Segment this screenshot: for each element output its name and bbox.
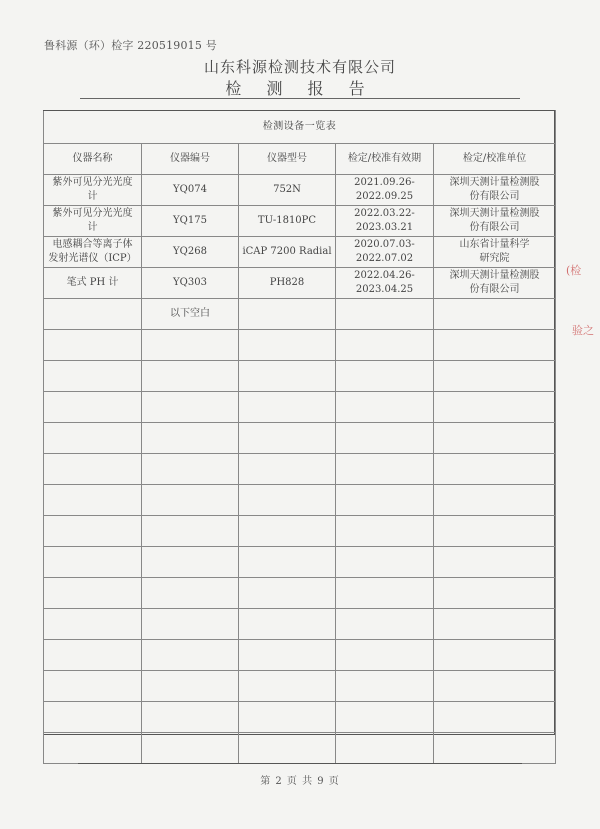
validity-cell [336,237,434,268]
title-underline [80,98,520,99]
blank-cell [44,516,142,547]
blank-cell [239,609,336,640]
blank-cell [336,671,434,702]
blank-cell [434,609,556,640]
blank-cell [44,330,142,361]
blank-cell [239,330,336,361]
calibration-unit-cell-line: 深圳天测计量检测股 [449,270,540,281]
company-name: 山东科源检测技术有限公司 [203,58,396,76]
blank-cell [336,578,434,609]
validity-cell-line: 2023.03.21 [355,222,414,233]
calibration-unit-cell [434,206,556,237]
instrument-model-cell: TU-1810PC [239,206,336,237]
blank-cell [336,733,434,764]
column-header-model: 仪器型号 [239,144,336,175]
blank-cell [239,640,336,671]
blank-cell [44,454,142,485]
blank-cell [142,547,239,578]
blank-cell [44,671,142,702]
blank-cell [142,609,239,640]
blank-row [44,671,556,702]
blank-cell [336,516,434,547]
blank-cell [142,423,239,454]
blank-cell [44,299,142,330]
blank-cell [44,485,142,516]
blank-cell [336,640,434,671]
blank-cell [434,299,556,330]
blank-cell [434,671,556,702]
blank-row [44,609,556,640]
validity-cell-line: 2022.04.26- [354,270,415,281]
instrument-name-cell [44,237,142,268]
blank-row [44,392,556,423]
blank-row [44,516,556,547]
blank-cell [336,547,434,578]
table-row [44,268,556,299]
validity-cell-line: 2022.09.25 [355,191,414,202]
end-note-row [44,299,556,330]
blank-cell [44,547,142,578]
blank-cell [44,578,142,609]
table-row [44,175,556,206]
blank-cell [434,330,556,361]
blank-cell [239,702,336,733]
blank-cell [44,392,142,423]
blank-cell [336,485,434,516]
instrument-id-cell: YQ074 [142,175,239,206]
instrument-name-cell [44,206,142,237]
blank-cell [44,361,142,392]
calibration-unit-cell-line: 山东省计量科学 [459,239,530,250]
instrument-id-cell: YQ303 [142,268,239,299]
blank-cell [434,702,556,733]
blank-cell [239,516,336,547]
instrument-model-cell: 752N [239,175,336,206]
column-header-validity: 检定/校准有效期 [336,144,434,175]
validity-cell [336,206,434,237]
instrument-model-cell: iCAP 7200 Radial [239,237,336,268]
report-number: 鲁科源（环）检字 220519015 号 [44,39,217,52]
calibration-unit-cell-line: 深圳天测计量检测股 [449,177,540,188]
blank-cell [142,516,239,547]
calibration-unit-cell-line: 份有限公司 [469,222,520,233]
column-header-name: 仪器名称 [44,144,142,175]
blank-cell [44,733,142,764]
column-header-id: 仪器编号 [142,144,239,175]
seal-fragment-1: (检 [566,264,582,277]
instrument-name-cell [44,175,142,206]
blank-cell [239,671,336,702]
blank-cell [142,640,239,671]
blank-cell [142,671,239,702]
blank-cell [142,361,239,392]
blank-cell [239,733,336,764]
blank-cell [336,361,434,392]
blank-cell [434,516,556,547]
blank-cell [239,454,336,485]
calibration-unit-cell-line: 份有限公司 [469,191,520,202]
blank-cell [434,361,556,392]
blank-cell [336,330,434,361]
instrument-name-cell [44,268,142,299]
blank-cell [336,454,434,485]
blank-cell [434,454,556,485]
validity-cell-line: 2022.07.02 [355,253,414,264]
instrument-id-cell: YQ175 [142,206,239,237]
instrument-id-cell: YQ268 [142,237,239,268]
blank-cell [44,423,142,454]
blank-cell [434,733,556,764]
blank-cell [239,361,336,392]
blank-row [44,702,556,733]
blank-cell [434,578,556,609]
report-title: 检 测 报 告 [225,79,375,98]
instrument-name-cell-line: 紫外可见分光光度 [52,177,133,188]
calibration-unit-cell [434,268,556,299]
blank-cell [239,392,336,423]
blank-cell [142,392,239,423]
validity-cell-line: 2020.07.03- [354,239,415,250]
blank-cell [239,547,336,578]
table-header-row [44,144,556,175]
blank-cell [142,454,239,485]
blank-cell [239,485,336,516]
table-caption-row [44,111,556,144]
blank-cell [142,330,239,361]
validity-cell [336,268,434,299]
blank-cell [336,702,434,733]
blank-row [44,423,556,454]
seal-fragment-2: 验之 [572,324,594,337]
blank-cell [434,392,556,423]
blank-cell [142,733,239,764]
end-note-cell: 以下空白 [142,299,239,330]
validity-cell-line: 2021.09.26- [354,177,415,188]
validity-cell-line: 2023.04.25 [355,284,414,295]
blank-cell [239,299,336,330]
calibration-unit-cell [434,175,556,206]
blank-cell [336,609,434,640]
instrument-name-cell-line: 电感耦合等离子体 [52,239,133,250]
blank-cell [336,392,434,423]
calibration-unit-cell-line: 研究院 [479,253,510,264]
blank-row [44,547,556,578]
blank-row [44,361,556,392]
instrument-name-cell-line: 紫外可见分光光度 [52,208,133,219]
page-indicator: 第 2 页 共 9 页 [260,776,340,787]
validity-cell-line: 2022.03.22- [354,208,415,219]
blank-row [44,578,556,609]
blank-cell [434,640,556,671]
blank-cell [142,485,239,516]
blank-row [44,640,556,671]
blank-cell [44,640,142,671]
calibration-unit-cell-line: 深圳天测计量检测股 [449,208,540,219]
instrument-name-cell-line: 笔式 PH 计 [66,277,119,288]
blank-cell [336,423,434,454]
blank-cell [434,485,556,516]
blank-cell [434,423,556,454]
blank-cell [434,547,556,578]
blank-row [44,485,556,516]
blank-row [44,454,556,485]
column-header-unit: 检定/校准单位 [434,144,556,175]
blank-cell [142,702,239,733]
blank-cell [239,423,336,454]
blank-cell [239,578,336,609]
blank-cell [44,609,142,640]
instrument-name-cell-line: 计 [87,191,98,202]
calibration-unit-cell-line: 份有限公司 [469,284,520,295]
table-row [44,237,556,268]
validity-cell [336,175,434,206]
table-row [44,206,556,237]
instrument-name-cell-line: 发射光谱仪（ICP） [48,253,137,264]
instrument-name-cell-line: 计 [87,222,98,233]
instrument-model-cell: PH828 [239,268,336,299]
blank-cell [142,578,239,609]
table-caption: 检测设备一览表 [44,111,556,144]
equipment-table [43,110,556,764]
blank-cell [336,299,434,330]
blank-cell [44,702,142,733]
footer-rule [78,763,522,764]
calibration-unit-cell [434,237,556,268]
blank-row [44,330,556,361]
blank-row [44,733,556,764]
